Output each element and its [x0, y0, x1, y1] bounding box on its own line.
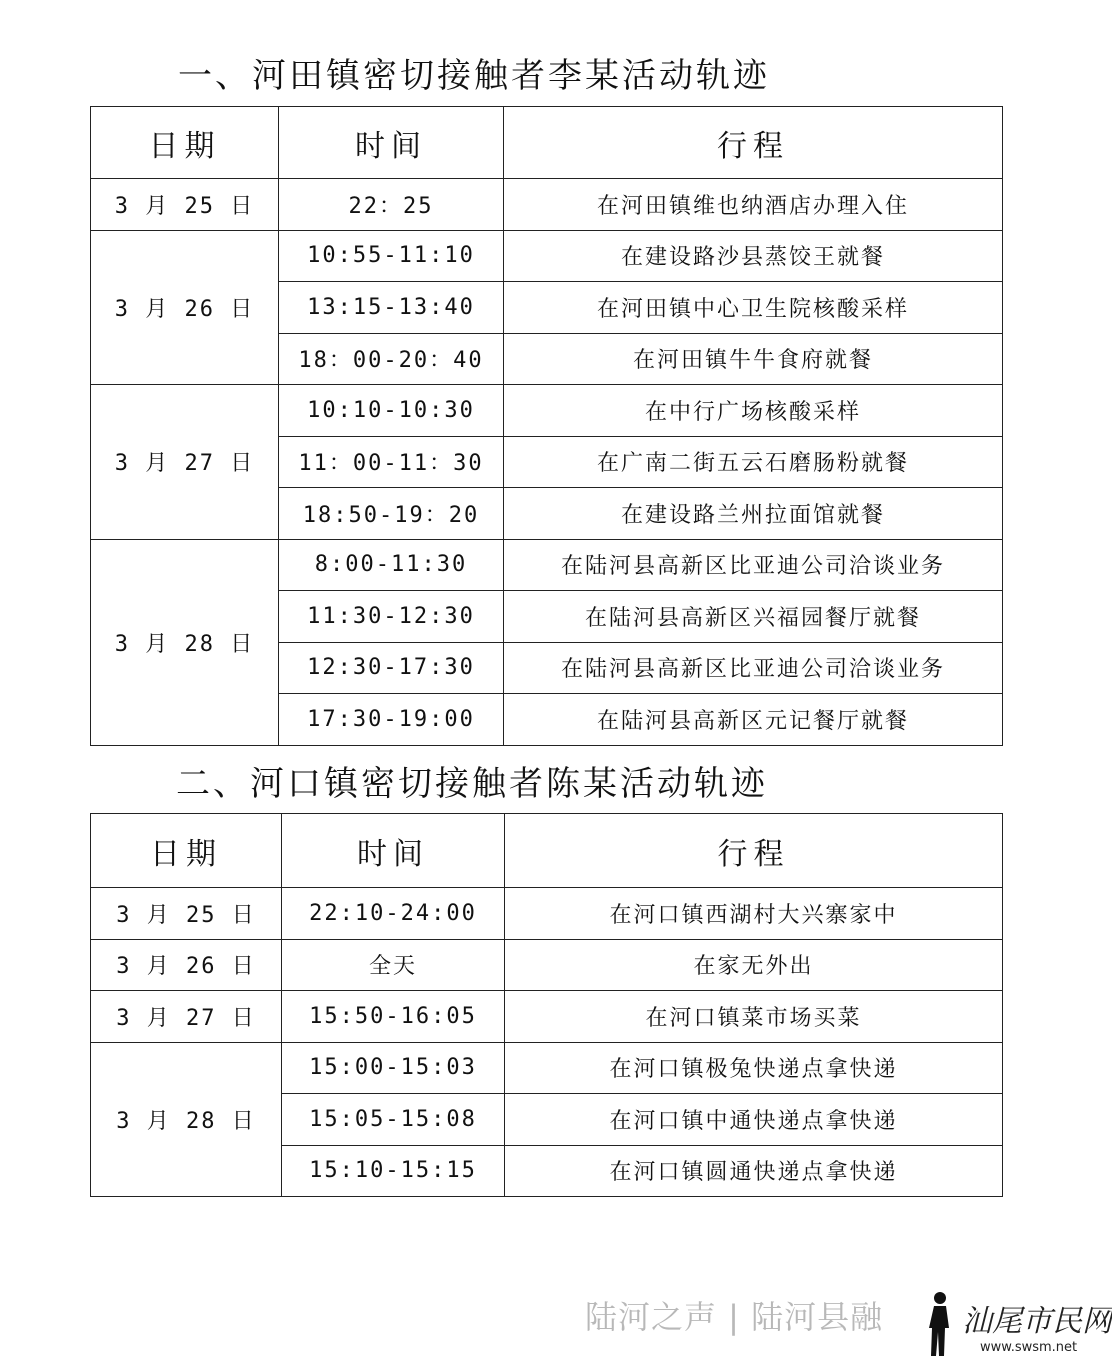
- date-cell: 3 月 26 日: [91, 939, 282, 991]
- date-cell: 3 月 27 日: [91, 385, 279, 540]
- header-itinerary: 行程: [505, 814, 1003, 888]
- date-cell: 3 月 26 日: [91, 230, 279, 385]
- itinerary-cell: 在陆河县高新区比亚迪公司洽谈业务: [504, 539, 1003, 591]
- time-cell: 15:00-15:03: [282, 1042, 505, 1094]
- header-date: 日期: [91, 107, 279, 179]
- table-header-row: [91, 107, 1003, 179]
- time-cell: 10:55-11:10: [279, 230, 504, 282]
- time-cell: 11:30-12:30: [279, 591, 504, 643]
- itinerary-cell: 在中行广场核酸采样: [504, 385, 1003, 437]
- time-cell: 22：25: [279, 179, 504, 231]
- table-row: [91, 888, 1003, 940]
- activity-table-2: [90, 813, 1003, 1197]
- itinerary-cell: 在家无外出: [505, 939, 1003, 991]
- time-cell: 18：00-20：40: [279, 333, 504, 385]
- itinerary-cell: 在河田镇维也纳酒店办理入住: [504, 179, 1003, 231]
- itinerary-cell: 在河口镇菜市场买菜: [505, 991, 1003, 1043]
- table-row: [91, 179, 1003, 231]
- activity-table-1: [90, 106, 1003, 746]
- itinerary-cell: 在建设路兰州拉面馆就餐: [504, 488, 1003, 540]
- header-date: 日期: [91, 814, 282, 888]
- time-cell: 8:00-11:30: [279, 539, 504, 591]
- date-cell: 3 月 25 日: [91, 179, 279, 231]
- itinerary-cell: 在建设路沙县蒸饺王就餐: [504, 230, 1003, 282]
- table-row: [91, 539, 1003, 591]
- time-cell: 22:10-24:00: [282, 888, 505, 940]
- itinerary-cell: 在河田镇牛牛食府就餐: [504, 333, 1003, 385]
- itinerary-cell: 在河田镇中心卫生院核酸采样: [504, 282, 1003, 334]
- section2-title: 二、河口镇密切接触者陈某活动轨迹: [176, 764, 768, 804]
- itinerary-cell: 在陆河县高新区元记餐厅就餐: [504, 694, 1003, 746]
- time-cell: 15:05-15:08: [282, 1094, 505, 1146]
- date-cell: 3 月 28 日: [91, 539, 279, 745]
- table-row: [91, 939, 1003, 991]
- time-cell: 11：00-11：30: [279, 436, 504, 488]
- time-cell: 12:30-17:30: [279, 642, 504, 694]
- itinerary-cell: 在河口镇极兔快递点拿快递: [505, 1042, 1003, 1094]
- date-cell: 3 月 27 日: [91, 991, 282, 1043]
- table-row: [91, 230, 1003, 282]
- table-row: [91, 991, 1003, 1043]
- time-cell: 13:15-13:40: [279, 282, 504, 334]
- date-cell: 3 月 28 日: [91, 1042, 282, 1197]
- itinerary-cell: 在陆河县高新区兴福园餐厅就餐: [504, 591, 1003, 643]
- section1-title: 一、河田镇密切接触者李某活动轨迹: [178, 56, 770, 96]
- site-logo-text: 汕尾市民网: [962, 1296, 1112, 1340]
- header-time: 时间: [279, 107, 504, 179]
- itinerary-cell: 在广南二街五云石磨肠粉就餐: [504, 436, 1003, 488]
- table-header-row: [91, 814, 1003, 888]
- itinerary-cell: 在河口镇中通快递点拿快递: [505, 1094, 1003, 1146]
- time-cell: 15:50-16:05: [282, 991, 505, 1043]
- table-row: [91, 1042, 1003, 1094]
- table-row: [91, 385, 1003, 437]
- itinerary-cell: 在河口镇西湖村大兴寨家中: [505, 888, 1003, 940]
- header-time: 时间: [282, 814, 505, 888]
- time-cell: 18:50-19：20: [279, 488, 504, 540]
- header-itinerary: 行程: [504, 107, 1003, 179]
- site-logo-url: www.swsm.net: [980, 1340, 1078, 1355]
- time-cell: 10:10-10:30: [279, 385, 504, 437]
- itinerary-cell: 在陆河县高新区比亚迪公司洽谈业务: [504, 642, 1003, 694]
- time-cell: 全天: [282, 939, 505, 991]
- date-cell: 3 月 25 日: [91, 888, 282, 940]
- time-cell: 15:10-15:15: [282, 1145, 505, 1197]
- itinerary-cell: 在河口镇圆通快递点拿快递: [505, 1145, 1003, 1197]
- source-watermark: 陆河之声 | 陆河县融: [585, 1298, 884, 1336]
- time-cell: 17:30-19:00: [279, 694, 504, 746]
